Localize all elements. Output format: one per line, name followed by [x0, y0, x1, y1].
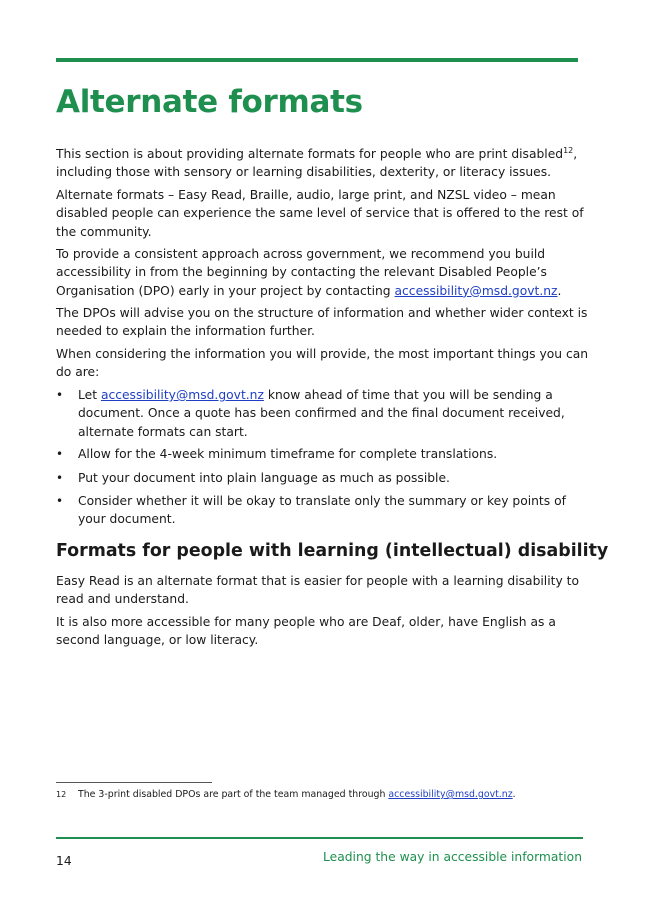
- bullet-icon: •: [56, 447, 64, 461]
- list-item-text: Consider whether it will be okay to translate only the summary or key points of your document.: [78, 494, 566, 527]
- paragraph-dpo-advice: The DPOs will advise you on the structure of information and whether wider context is needed to explain the information further.: [56, 306, 588, 339]
- section-heading: Formats for people with learning (intellectual) disability: [56, 541, 609, 561]
- running-title: Leading the way in accessible information: [323, 850, 582, 864]
- paragraph-consistent-approach: [56, 245, 592, 300]
- paragraph-consistent-approach-text: To provide a consistent approach across government, we recommend you build accessibility in from the beginning by contacting the relevant Disabled People’s Organisation (DPO) early in your project by contacting: [56, 247, 547, 298]
- accessibility-email-link[interactable]: accessibility@msd.govt.nz: [394, 283, 558, 298]
- footnote-reference[interactable]: 12: [563, 145, 574, 155]
- page-number: 14: [56, 854, 72, 868]
- top-divider: [56, 58, 578, 62]
- paragraph-intro-text: This section is about providing alternate formats for people who are print disabled: [56, 147, 564, 161]
- footnote-text-end: .: [512, 789, 516, 800]
- paragraph-more-accessible: It is also more accessible for many people who are Deaf, older, have English as a second language, or low literacy.: [56, 615, 556, 648]
- footnote-text-start: The 3-print disabled DPOs are part of the team managed through: [78, 789, 389, 800]
- paragraph-easy-read: Easy Read is an alternate format that is easier for people with a learning disability to read and understand.: [56, 574, 579, 607]
- accessibility-email-link[interactable]: accessibility@msd.govt.nz: [100, 388, 264, 402]
- bullet-icon: •: [56, 494, 64, 508]
- footnote-text: [78, 788, 598, 802]
- accessibility-email-link[interactable]: accessibility@msd.govt.nz: [388, 789, 513, 800]
- paragraph-consistent-approach-end: .: [557, 283, 562, 298]
- list-item-text-end: know ahead of time that you will be sending a document. Once a quote has been confirmed and the final document received, alternate formats can start.: [78, 388, 565, 439]
- paragraph-considering: When considering the information you will provide, the most important things you can do are:: [56, 347, 589, 380]
- footer-divider: [56, 837, 583, 839]
- list-item-text: Put your document into plain language as much as possible.: [78, 471, 450, 485]
- footnote-divider: [56, 782, 212, 783]
- bullet-icon: •: [56, 388, 64, 402]
- bullet-icon: •: [56, 471, 64, 485]
- footnote-number: 12: [56, 790, 67, 799]
- page-title: Alternate formats: [56, 84, 363, 120]
- list-item-text: Allow for the 4-week minimum timeframe for complete translations.: [78, 447, 498, 461]
- list-item-text: [78, 386, 590, 441]
- paragraph-alternate-formats: Alternate formats – Easy Read, Braille, audio, large print, and NZSL video – mean disabled people can experience the same level of service that is offered to the rest of the community.: [56, 188, 584, 239]
- paragraph-intro-text-end: , including those with sensory or learning disabilities, dexterity, or literacy issues.: [56, 147, 578, 180]
- paragraph-intro: [56, 145, 592, 182]
- list-item-text-start: Let: [78, 388, 101, 402]
